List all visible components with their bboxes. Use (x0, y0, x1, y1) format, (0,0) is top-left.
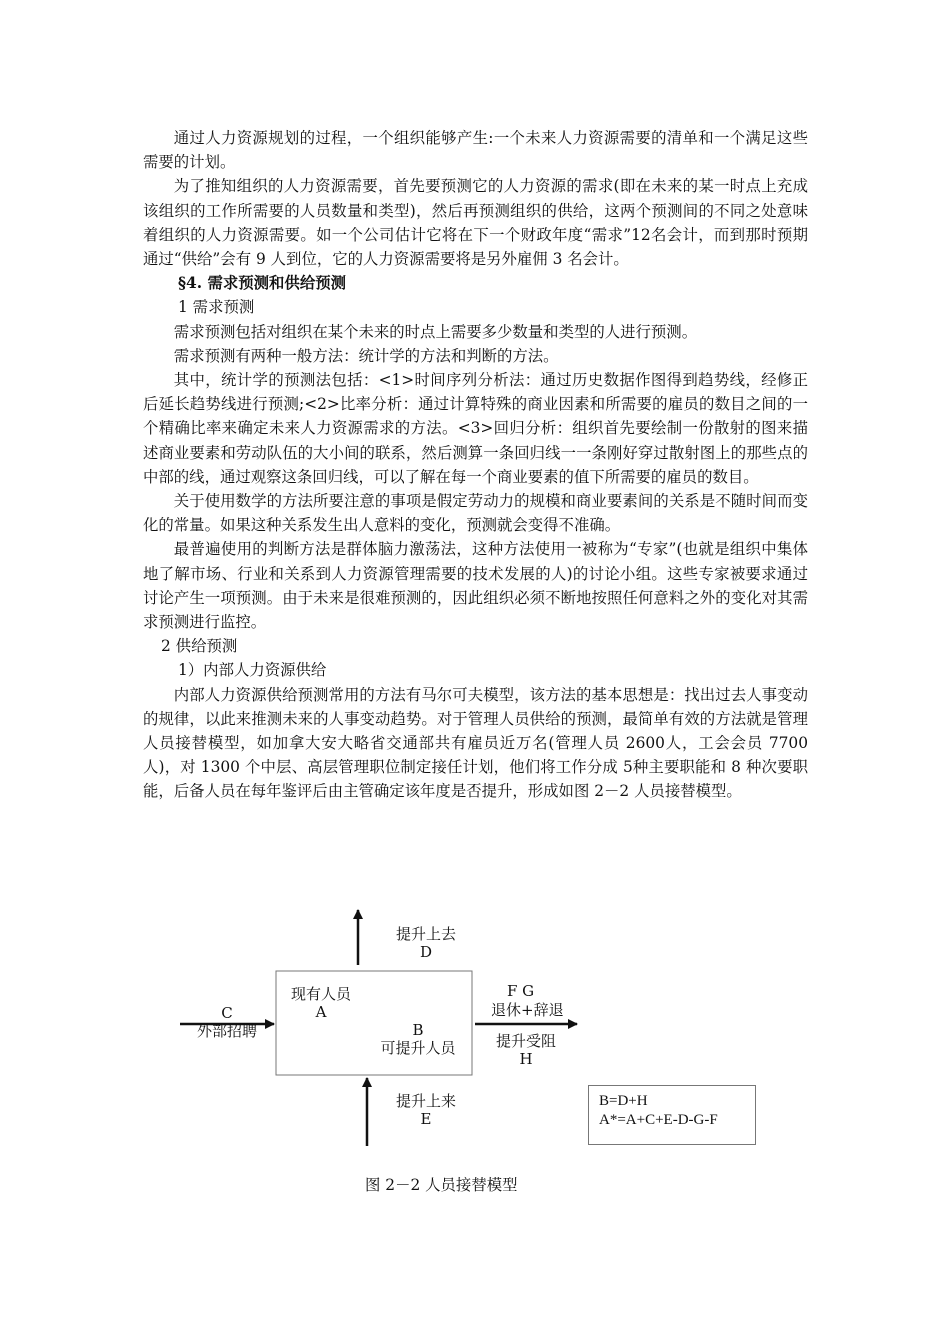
promote-up-label: 提升上去 D (395, 925, 456, 961)
paragraph: 内部人力资源供给预测常用的方法有马尔可夫模型，该方法的基本思想是：找出过去人事变动的规律，以此来推测未来的人事变动趋势。对于管理人员供给的预测，最简单有效的方法就是管理人员接替模型，如加拿大安大略省交通部共有雇员近万名(管理人员 2600人，工会会员 7700 人)，对 1300 个中层、高层管理职位制定接任计划，他们将工作分成 5种主要职能和 8 种次要职能，后备人员在每年鉴评后由主管确定该年度是否提升，形成如图 2－2 人员接替模型。 (143, 685, 808, 801)
subheading: 1 需求预测 (178, 298, 255, 317)
formula-line: A*=A+C+E-D-G-F (599, 1112, 718, 1128)
paragraph: 通过人力资源规划的过程，一个组织能够产生:一个未来人力资源需要的清单和一个满足这些需要的计划。 (143, 129, 808, 172)
section-heading: §4. 需求预测和供给预测 (178, 274, 346, 293)
external-hire-label: C 外部招聘 (196, 1004, 257, 1040)
current-staff-label: 现有人员 A (290, 985, 351, 1021)
figure-caption: 图 2－2 人员接替模型 (365, 1176, 518, 1194)
subheading: 2 供给预测 (161, 637, 238, 656)
promote-in-label: 提升上来 E (395, 1092, 456, 1128)
formula-box (588, 1085, 756, 1145)
paragraph: 需求预测包括对组织在某个未来的时点上需要多少数量和类型的人进行预测。 (173, 322, 698, 341)
formula-line: B=D+H (599, 1093, 648, 1109)
subheading: 1）内部人力资源供给 (178, 661, 327, 680)
paragraph: 需求预测有两种一般方法：统计学的方法和判断的方法。 (173, 346, 559, 365)
retire-codes-label: F G (507, 982, 535, 1000)
paragraph: 关于使用数学的方法所要注意的事项是假定劳动力的规模和商业要素间的关系是不随时间而变化的常量。如果这种关系发生出人意料的变化，预测就会变得不准确。 (143, 492, 808, 535)
paragraph: 其中，统计学的预测法包括：<1>时间序列分析法：通过历史数据作图得到趋势线，经修正后延长趋势线进行预测;<2>比率分析：通过计算特殊的商业因素和所需要的雇员的数目之间的一个精确比率来确定未来人力资源需求的方法。<3>回归分析：组织首先要绘制一份散射的图来描述商业要素和劳动队伍的大小间的联系，然后测算一条回归线一一条刚好穿过散射图上的那些点的中部的线，通过观察这条回归线，可以了解在每一个商业要素的值下所需要的雇员的数目。 (143, 371, 808, 486)
blocked-label: 提升受阻 H (495, 1032, 556, 1068)
retire-label: 退休+辞退 (491, 1001, 564, 1019)
promotable-label: B 可提升人员 (380, 1021, 456, 1057)
paragraph: 最普遍使用的判断方法是群体脑力激荡法，这种方法使用一被称为“专家”(也就是组织中集体地了解市场、行业和关系到人力资源管理需要的技术发展的人)的讨论小组。这些专家被要求通过讨论产生一项预测。由于未来是很难预测的，因此组织必须不断地按照任何意料之外的变化对其需求预测进行监控。 (143, 540, 808, 632)
paragraph: 为了推知组织的人力资源需要，首先要预测它的人力资源的需求(即在未来的某一时点上充成该组织的工作所需要的人员数量和类型)，然后再预测组织的供给，这两个预测间的不同之处意味着组织的人力资源需要。如一个公司估计它将在下一个财政年度“需求”12名会计，而到那时预期通过“供给”会有 9 人到位，它的人力资源需要将是另外雇佣 3 名会计。 (143, 177, 808, 269)
